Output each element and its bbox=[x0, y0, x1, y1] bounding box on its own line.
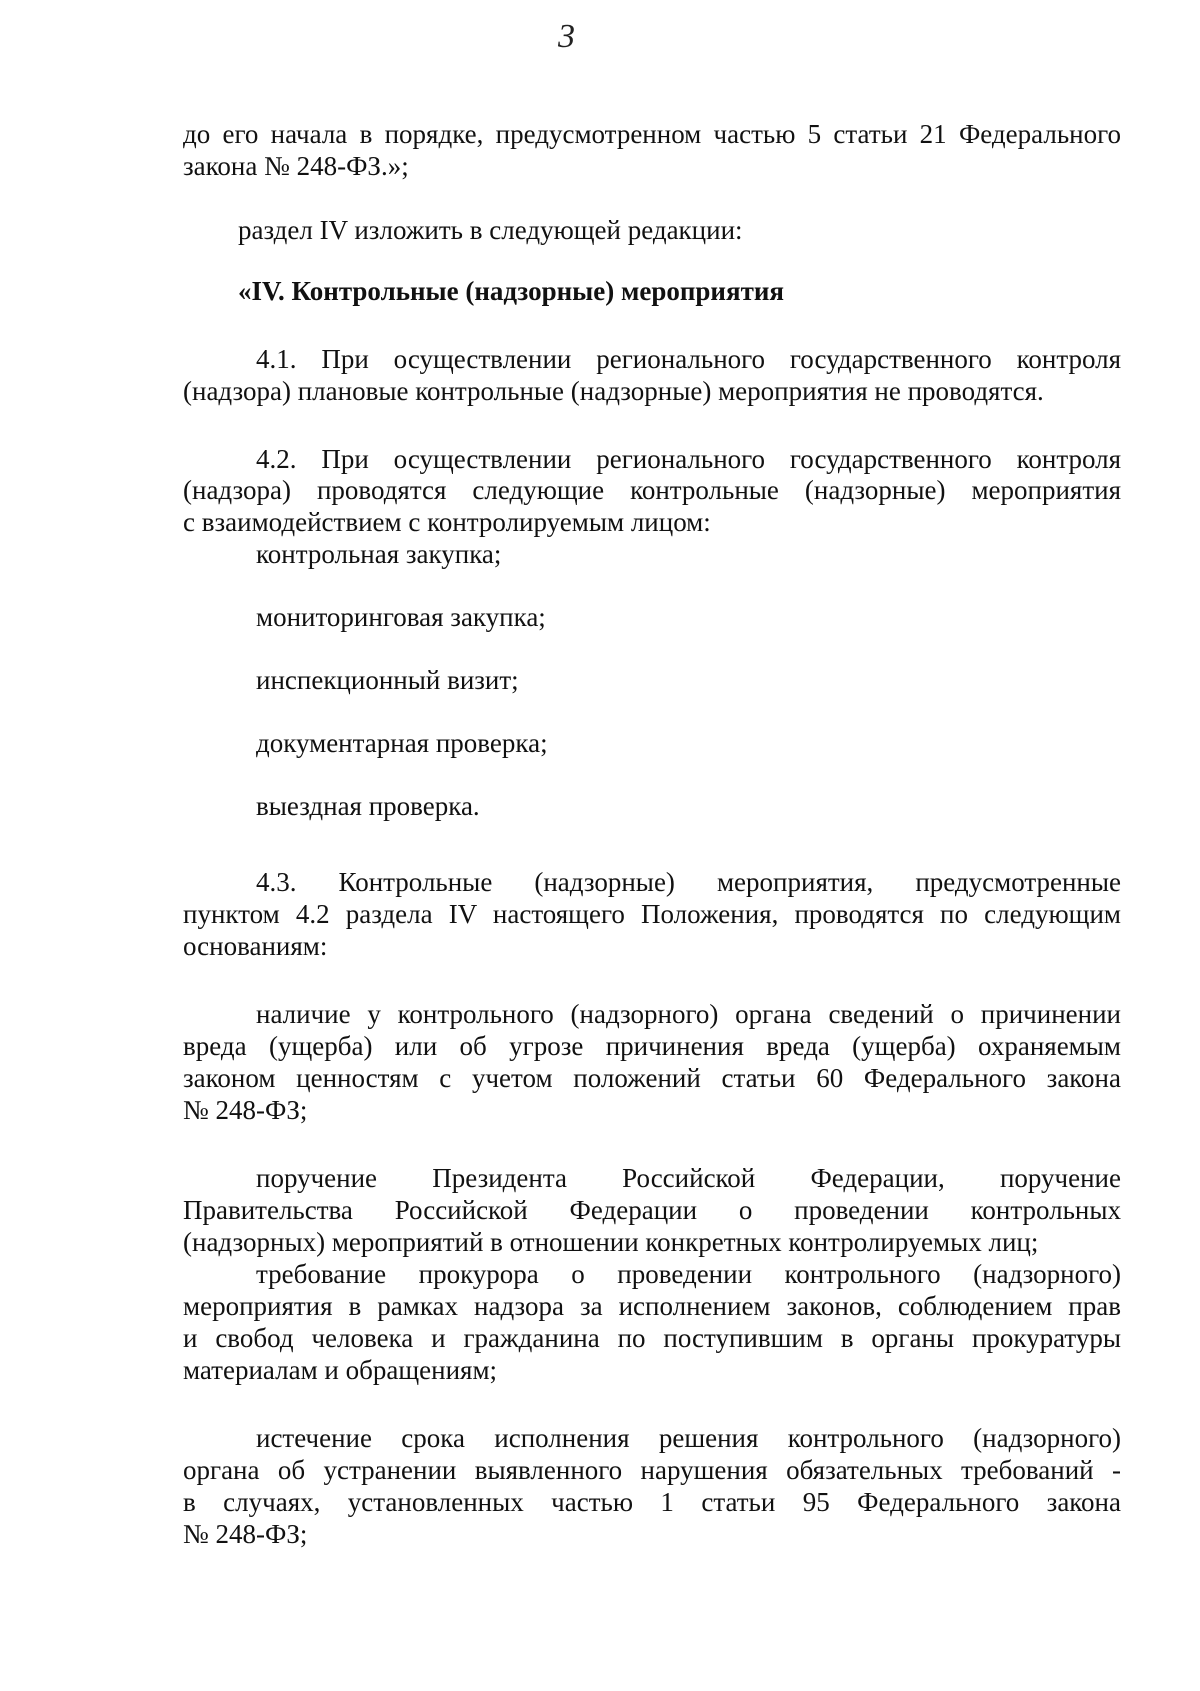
list-item: инспекционный визит; bbox=[256, 665, 519, 695]
section-heading: «IV. Контрольные (надзорные) мероприятия bbox=[238, 276, 785, 306]
text-line: с взаимодействием с контролируемым лицом: bbox=[183, 507, 711, 537]
list-item: мониторинговая закупка; bbox=[256, 602, 546, 632]
text-line: (надзора) проводятся следующие контрольные (надзорные) мероприятия bbox=[183, 475, 1121, 505]
text-line: закона № 248-ФЗ.»; bbox=[183, 151, 409, 181]
text-line: законом ценностям с учетом положений статьи 60 Федерального закона bbox=[183, 1063, 1121, 1093]
text-line: 4.1. При осуществлении регионального государственного контроля bbox=[256, 344, 1121, 374]
text-line: истечение срока исполнения решения контрольного (надзорного) bbox=[256, 1423, 1121, 1453]
text-line: (надзорных) мероприятий в отношении конкретных контролируемых лиц; bbox=[183, 1227, 1039, 1257]
text-line: пунктом 4.2 раздела IV настоящего Положения, проводятся по следующим bbox=[183, 899, 1121, 929]
text-line: поручение Президента Российской Федерации, поручение bbox=[256, 1163, 1121, 1193]
text-line: (надзора) плановые контрольные (надзорные) мероприятия не проводятся. bbox=[183, 376, 1044, 406]
text-line: органа об устранении выявленного нарушения обязательных требований - bbox=[183, 1455, 1121, 1485]
text-line: требование прокурора о проведении контрольного (надзорного) bbox=[256, 1259, 1121, 1289]
list-item: контрольная закупка; bbox=[256, 539, 502, 569]
text-line: 4.2. При осуществлении регионального государственного контроля bbox=[256, 444, 1121, 474]
text-line: раздел IV изложить в следующей редакции: bbox=[238, 215, 743, 245]
list-item: документарная проверка; bbox=[256, 728, 548, 758]
text-line: материалам и обращениям; bbox=[183, 1355, 498, 1385]
text-line: 4.3. Контрольные (надзорные) мероприятия, предусмотренные bbox=[256, 867, 1121, 897]
text-line: мероприятия в рамках надзора за исполнением законов, соблюдением прав bbox=[183, 1291, 1121, 1321]
text-line: № 248-ФЗ; bbox=[183, 1519, 308, 1549]
text-line: в случаях, установленных частью 1 статьи 95 Федерального закона bbox=[183, 1487, 1121, 1517]
text-line: наличие у контрольного (надзорного) органа сведений о причинении bbox=[256, 999, 1121, 1029]
text-line: и свобод человека и гражданина по поступившим в органы прокуратуры bbox=[183, 1323, 1121, 1353]
text-line: до его начала в порядке, предусмотренном частью 5 статьи 21 Федерального bbox=[183, 119, 1121, 149]
list-item: выездная проверка. bbox=[256, 791, 480, 821]
text-line: Правительства Российской Федерации о проведении контрольных bbox=[183, 1195, 1121, 1225]
text-line: основаниям: bbox=[183, 931, 328, 961]
text-line: № 248-ФЗ; bbox=[183, 1095, 308, 1125]
page-number: 3 bbox=[558, 18, 575, 55]
text-line: вреда (ущерба) или об угрозе причинения вреда (ущерба) охраняемым bbox=[183, 1031, 1121, 1061]
